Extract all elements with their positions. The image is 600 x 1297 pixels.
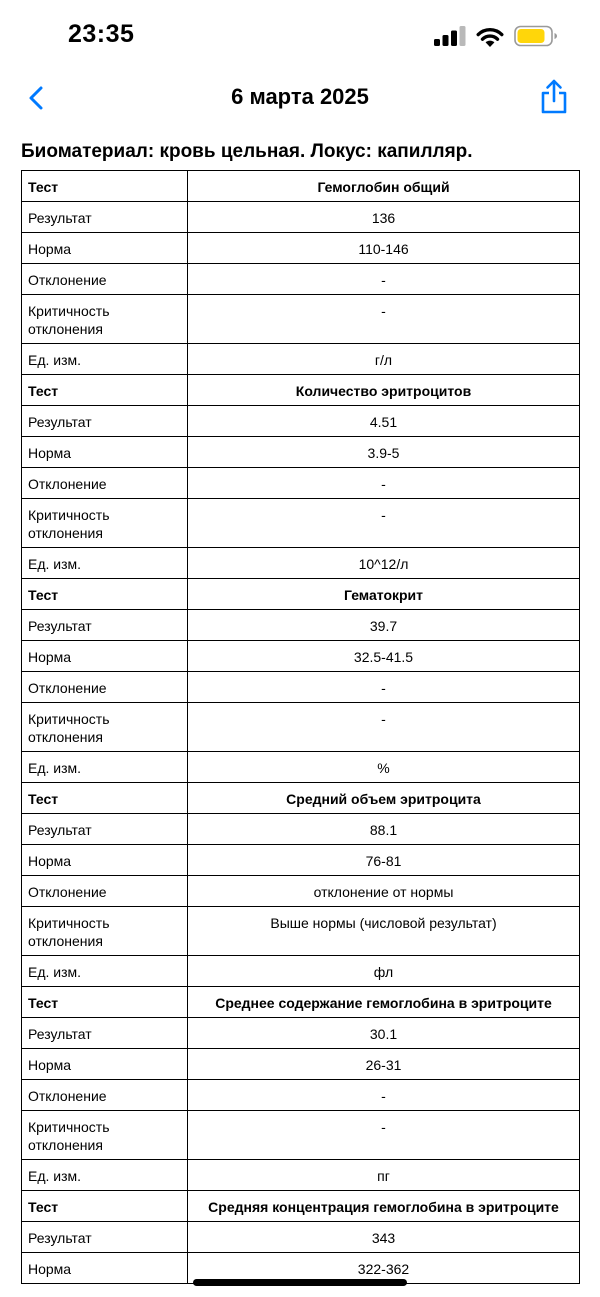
table-row-test [22,1191,580,1222]
table-row-unit [22,548,580,579]
row-label: Критичность отклонения [22,703,188,752]
share-button[interactable] [536,78,572,116]
test-name: Среднее содержание гемоглобина в эритроците [188,987,580,1018]
table-row-unit [22,956,580,987]
table-row-result [22,610,580,641]
table-row-criticality [22,1111,580,1160]
norm-value: 32.5-41.5 [188,641,580,672]
result-value: 30.1 [188,1018,580,1049]
row-label: Отклонение [22,876,188,907]
row-label: Норма [22,233,188,264]
table-row-norm [22,641,580,672]
norm-value: 26-31 [188,1049,580,1080]
table-row-norm [22,845,580,876]
row-label: Тест [22,1191,188,1222]
deviation-value: - [188,264,580,295]
table-row-unit [22,752,580,783]
battery-icon [514,25,558,47]
wifi-icon [476,26,504,47]
page-heading: Биоматериал: кровь цельная. Локус: капилляр. [21,141,473,162]
deviation-value: - [188,468,580,499]
table-row-result [22,406,580,437]
row-label: Тест [22,579,188,610]
row-label: Результат [22,1222,188,1253]
share-icon [536,78,572,116]
row-label: Ед. изм. [22,548,188,579]
table-row-deviation [22,672,580,703]
table-row-criticality [22,499,580,548]
table-row-test [22,987,580,1018]
unit-value: пг [188,1160,580,1191]
table-row-test [22,375,580,406]
row-label: Критичность отклонения [22,907,188,956]
result-value: 343 [188,1222,580,1253]
table-row-result [22,1018,580,1049]
unit-value: г/л [188,344,580,375]
row-label: Отклонение [22,1080,188,1111]
deviation-value: отклонение от нормы [188,876,580,907]
status-icons [434,24,558,48]
row-label: Тест [22,171,188,202]
criticality-value: - [188,499,580,548]
home-indicator[interactable] [193,1279,407,1286]
table-row-criticality [22,907,580,956]
row-label: Ед. изм. [22,956,188,987]
table-row-norm [22,1049,580,1080]
row-label: Норма [22,845,188,876]
deviation-value: - [188,672,580,703]
row-label: Критичность отклонения [22,1111,188,1160]
unit-value: фл [188,956,580,987]
norm-value: 322-362 [188,1253,580,1284]
result-value: 136 [188,202,580,233]
row-label: Тест [22,783,188,814]
table-row-unit [22,1160,580,1191]
table-row-unit [22,344,580,375]
nav-bar [0,72,600,124]
test-name: Гемоглобин общий [188,171,580,202]
test-name: Средняя концентрация гемоглобина в эритроците [188,1191,580,1222]
test-name: Гематокрит [188,579,580,610]
row-label: Результат [22,406,188,437]
row-label: Результат [22,610,188,641]
unit-value: 10^12/л [188,548,580,579]
table-row-result [22,814,580,845]
row-label: Результат [22,814,188,845]
results-table-container[interactable] [21,170,579,1277]
row-label: Ед. изм. [22,1160,188,1191]
table-row-deviation [22,264,580,295]
table-row-norm [22,233,580,264]
deviation-value: - [188,1080,580,1111]
unit-value: % [188,752,580,783]
table-row-criticality [22,295,580,344]
row-label: Тест [22,987,188,1018]
table-row-result [22,202,580,233]
row-label: Ед. изм. [22,344,188,375]
row-label: Критичность отклонения [22,295,188,344]
row-label: Отклонение [22,264,188,295]
nav-title: 6 марта 2025 [231,84,369,109]
row-label: Норма [22,1253,188,1284]
row-label: Критичность отклонения [22,499,188,548]
result-value: 39.7 [188,610,580,641]
status-bar [0,0,600,70]
table-row-deviation [22,468,580,499]
status-time: 23:35 [68,20,135,48]
test-name: Количество эритроцитов [188,375,580,406]
table-row-result [22,1222,580,1253]
table-row-criticality [22,703,580,752]
row-label: Норма [22,641,188,672]
criticality-value: - [188,295,580,344]
result-value: 88.1 [188,814,580,845]
criticality-value: - [188,1111,580,1160]
row-label: Результат [22,1018,188,1049]
results-table [21,170,580,1284]
row-label: Тест [22,375,188,406]
norm-value: 76-81 [188,845,580,876]
result-value: 4.51 [188,406,580,437]
norm-value: 3.9-5 [188,437,580,468]
table-row-test [22,171,580,202]
row-label: Отклонение [22,672,188,703]
row-label: Норма [22,437,188,468]
row-label: Ед. изм. [22,752,188,783]
criticality-value: Выше нормы (числовой результат) [188,907,580,956]
table-row-test [22,783,580,814]
norm-value: 110-146 [188,233,580,264]
criticality-value: - [188,703,580,752]
row-label: Отклонение [22,468,188,499]
table-row-test [22,579,580,610]
table-row-deviation [22,1080,580,1111]
table-row-norm [22,437,580,468]
signal-icon [434,26,466,46]
table-row-deviation [22,876,580,907]
test-name: Средний объем эритроцита [188,783,580,814]
row-label: Норма [22,1049,188,1080]
row-label: Результат [22,202,188,233]
